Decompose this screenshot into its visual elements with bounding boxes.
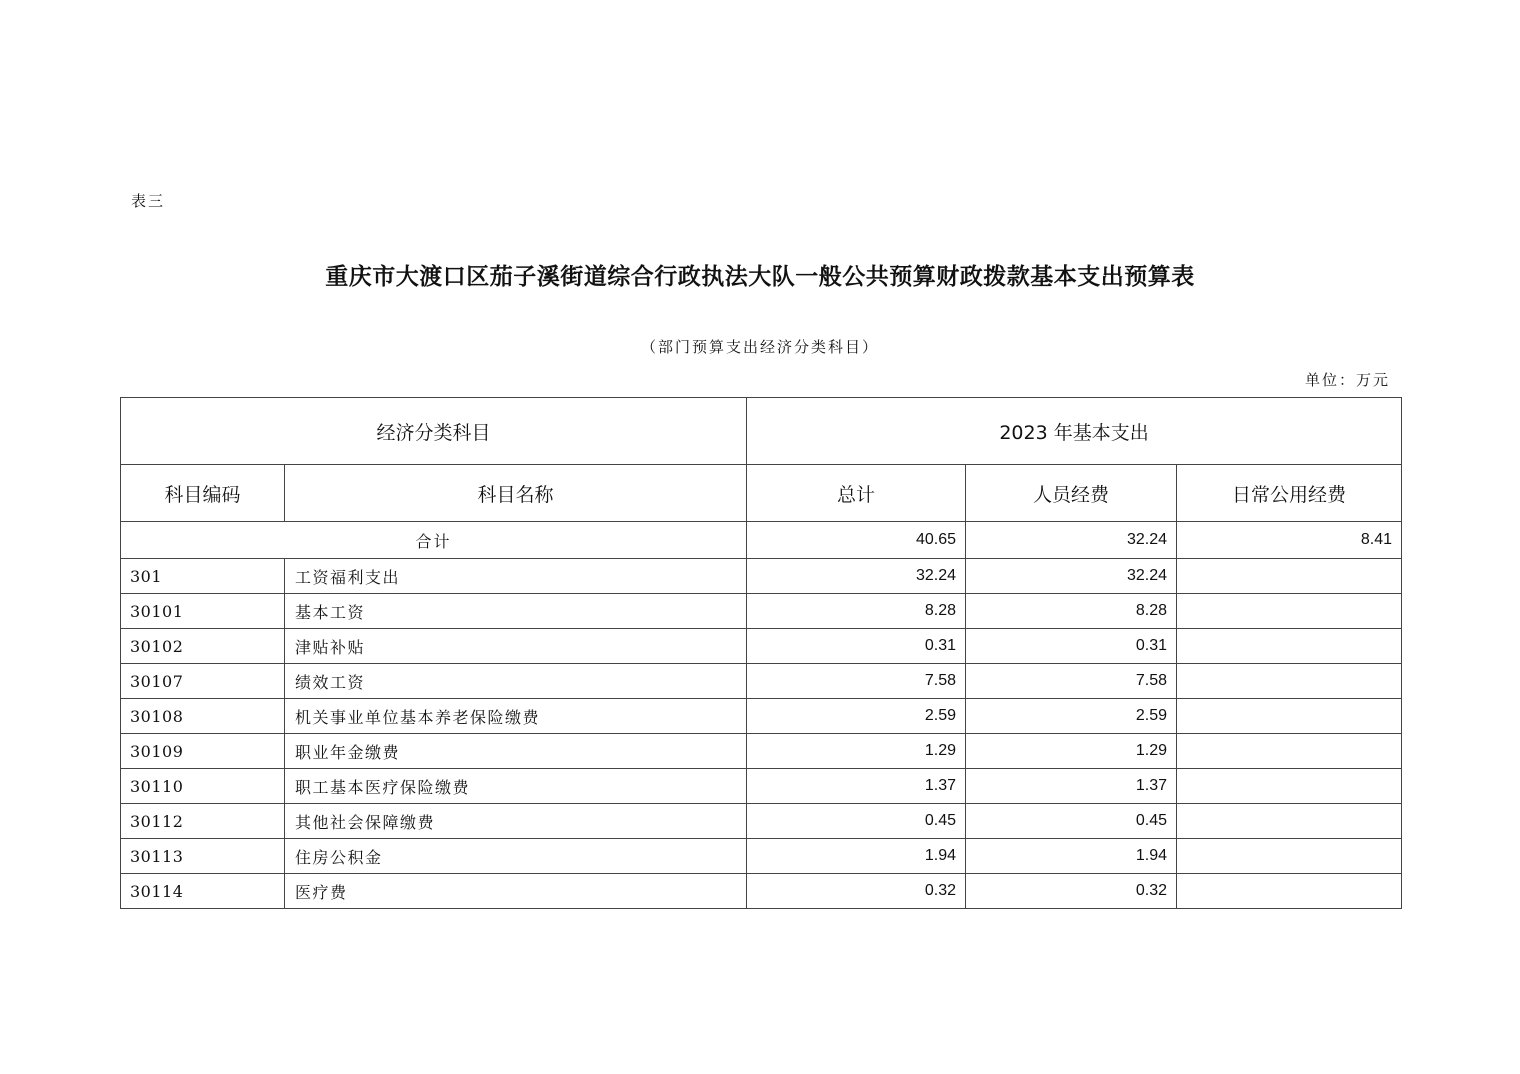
code-column-header: 科目编码 bbox=[121, 465, 285, 522]
personnel-cell: 1.29 bbox=[966, 734, 1177, 769]
table-row bbox=[121, 804, 1402, 839]
total-row bbox=[121, 522, 1402, 559]
name-cell: 其他社会保障缴费 bbox=[285, 804, 747, 839]
name-cell: 机关事业单位基本养老保险缴费 bbox=[285, 699, 747, 734]
table-label: 表三 bbox=[131, 192, 166, 210]
code-cell: 30108 bbox=[121, 699, 285, 734]
personnel-cell: 0.32 bbox=[966, 874, 1177, 909]
total-cell: 7.58 bbox=[747, 664, 966, 699]
total-cell: 1.29 bbox=[747, 734, 966, 769]
name-cell: 医疗费 bbox=[285, 874, 747, 909]
personnel-cell: 32.24 bbox=[966, 559, 1177, 594]
total-label: 合计 bbox=[121, 522, 747, 559]
econ-category-header: 经济分类科目 bbox=[121, 398, 747, 465]
personnel-cell: 7.58 bbox=[966, 664, 1177, 699]
table-row bbox=[121, 559, 1402, 594]
total-cell: 0.45 bbox=[747, 804, 966, 839]
public-column-header: 日常公用经费 bbox=[1177, 465, 1402, 522]
personnel-cell: 0.31 bbox=[966, 629, 1177, 664]
personnel-cell: 1.94 bbox=[966, 839, 1177, 874]
total-cell: 8.28 bbox=[747, 594, 966, 629]
code-cell: 30114 bbox=[121, 874, 285, 909]
public-cell bbox=[1177, 664, 1402, 699]
personnel-cell: 1.37 bbox=[966, 769, 1177, 804]
public-cell bbox=[1177, 874, 1402, 909]
table-row bbox=[121, 839, 1402, 874]
page-title: 重庆市大渡口区茄子溪街道综合行政执法大队一般公共预算财政拨款基本支出预算表 bbox=[325, 263, 1195, 290]
budget-table bbox=[120, 397, 1402, 909]
table-row bbox=[121, 874, 1402, 909]
unit-label: 单位：万元 bbox=[1304, 371, 1390, 389]
name-cell: 职业年金缴费 bbox=[285, 734, 747, 769]
total-personnel-cell: 32.24 bbox=[966, 522, 1177, 559]
total-sum-cell: 40.65 bbox=[747, 522, 966, 559]
total-cell: 2.59 bbox=[747, 699, 966, 734]
public-cell bbox=[1177, 629, 1402, 664]
code-cell: 301 bbox=[121, 559, 285, 594]
table-row bbox=[121, 629, 1402, 664]
code-cell: 30107 bbox=[121, 664, 285, 699]
personnel-column-header: 人员经费 bbox=[966, 465, 1177, 522]
basic-expense-header: 2023 年基本支出 bbox=[747, 398, 1402, 465]
column-header-row bbox=[121, 465, 1402, 522]
table-row bbox=[121, 594, 1402, 629]
total-cell: 32.24 bbox=[747, 559, 966, 594]
table-row bbox=[121, 664, 1402, 699]
public-cell bbox=[1177, 699, 1402, 734]
total-cell: 0.32 bbox=[747, 874, 966, 909]
public-cell bbox=[1177, 734, 1402, 769]
total-cell: 1.37 bbox=[747, 769, 966, 804]
group-header-row bbox=[121, 398, 1402, 465]
code-cell: 30109 bbox=[121, 734, 285, 769]
name-cell: 职工基本医疗保险缴费 bbox=[285, 769, 747, 804]
total-cell: 0.31 bbox=[747, 629, 966, 664]
code-cell: 30102 bbox=[121, 629, 285, 664]
personnel-cell: 2.59 bbox=[966, 699, 1177, 734]
public-cell bbox=[1177, 769, 1402, 804]
personnel-cell: 8.28 bbox=[966, 594, 1177, 629]
total-public-cell: 8.41 bbox=[1177, 522, 1402, 559]
personnel-cell: 0.45 bbox=[966, 804, 1177, 839]
total-cell: 1.94 bbox=[747, 839, 966, 874]
public-cell bbox=[1177, 594, 1402, 629]
name-cell: 绩效工资 bbox=[285, 664, 747, 699]
public-cell bbox=[1177, 804, 1402, 839]
code-cell: 30112 bbox=[121, 804, 285, 839]
name-cell: 基本工资 bbox=[285, 594, 747, 629]
code-cell: 30110 bbox=[121, 769, 285, 804]
name-cell: 住房公积金 bbox=[285, 839, 747, 874]
name-column-header: 科目名称 bbox=[285, 465, 747, 522]
page-subtitle: （部门预算支出经济分类科目） bbox=[640, 338, 879, 356]
code-cell: 30113 bbox=[121, 839, 285, 874]
table-row bbox=[121, 734, 1402, 769]
table-row bbox=[121, 769, 1402, 804]
table-row bbox=[121, 699, 1402, 734]
code-cell: 30101 bbox=[121, 594, 285, 629]
name-cell: 工资福利支出 bbox=[285, 559, 747, 594]
total-column-header: 总计 bbox=[747, 465, 966, 522]
name-cell: 津贴补贴 bbox=[285, 629, 747, 664]
public-cell bbox=[1177, 839, 1402, 874]
public-cell bbox=[1177, 559, 1402, 594]
